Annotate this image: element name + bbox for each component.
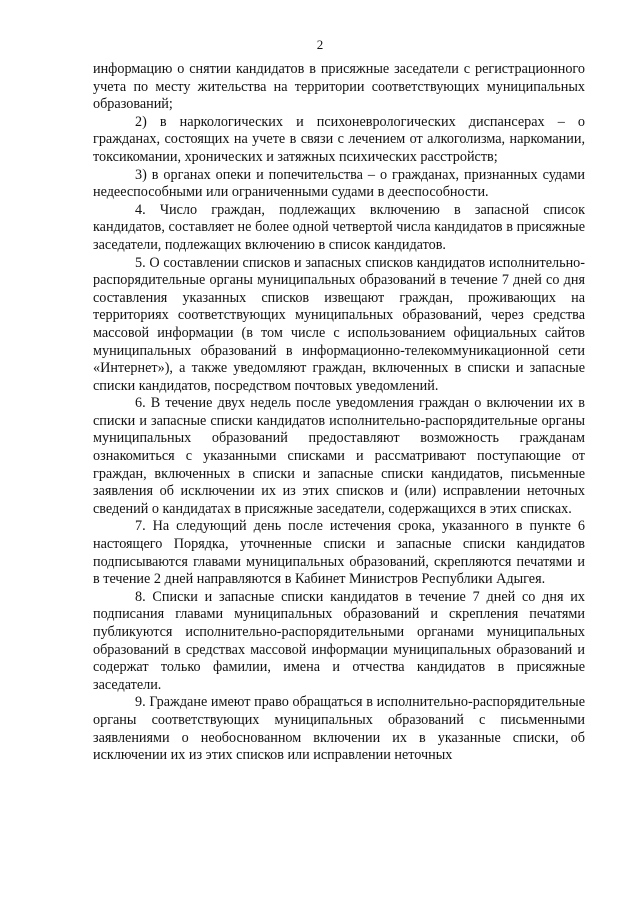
document-body [93,61,585,765]
paragraph-6: 6. В течение двух недель после уведомления граждан о включении их в списки и запасные списки кандидатов исполнительно-распорядительные органы муниципальных образований предоставляют возможность гражданам ознакомиться с указанными списками и рассматривают поступающие от граждан, включенных в списки и запасные списки кандидатов, письменные заявления об исключении их из этих списков и (или) исправлении неточных сведений о кандидатах в присяжные заседатели, содержащихся в этих списках. [93,395,585,517]
paragraph-8: 8. Списки и запасные списки кандидатов в течение 7 дней со дня их подписания главами муниципальных образований и скрепления печатями публикуются исполнительно-распорядительными органами муниципальных образований в средствах массовой информации муниципальных образований и содержат только фамилии, имена и отчества кандидатов в присяжные заседатели. [93,588,585,693]
paragraph-5: 5. О составлении списков и запасных списков кандидатов исполнительно-распорядительные органы муниципальных образований в течение 7 дней со дня составления указанных списков извещают граждан, проживающих на территориях соответствующих муниципальных образований, через средства массовой информации (в том числе с использованием официальных сайтов муниципальных образований в информационно-телекоммуникационной сети «Интернет»), а также уведомляют граждан, включенных в списки и запасные списки кандидатов, посредством почтовых уведомлений. [93,254,585,394]
paragraph-continuation: информацию о снятии кандидатов в присяжные заседатели с регистрационного учета по месту жительства на территории соответствующих муниципальных образований; [93,61,585,113]
paragraph-item-2: 2) в наркологических и психоневрологических диспансерах – о гражданах, состоящих на учете в связи с лечением от алкоголизма, наркомании, токсикомании, хронических и затяжных психических расстройств; [93,113,585,165]
paragraph-item-3: 3) в органах опеки и попечительства – о гражданах, признанных судами недееспособными или ограниченными судами в дееспособности. [93,166,585,201]
page-number: 2 [316,37,324,52]
paragraph-4: 4. Число граждан, подлежащих включению в запасной список кандидатов, составляет не более одной четвертой числа кандидатов в присяжные заседатели, подлежащих включению в список кандидатов. [93,201,585,253]
paragraph-9: 9. Граждане имеют право обращаться в исполнительно-распорядительные органы соответствующих муниципальных образований с письменными заявлениями о необоснованном включении их в указанные списки, об исключении их из этих списков или исправлении неточных [93,694,585,764]
paragraph-7: 7. На следующий день после истечения срока, указанного в пункте 6 настоящего Порядка, уточненные списки и запасные списки кандидатов подписываются главами муниципальных образований, скрепляются печатями и в течение 2 дней направляются в Кабинет Министров Республики Адыгея. [93,518,585,588]
